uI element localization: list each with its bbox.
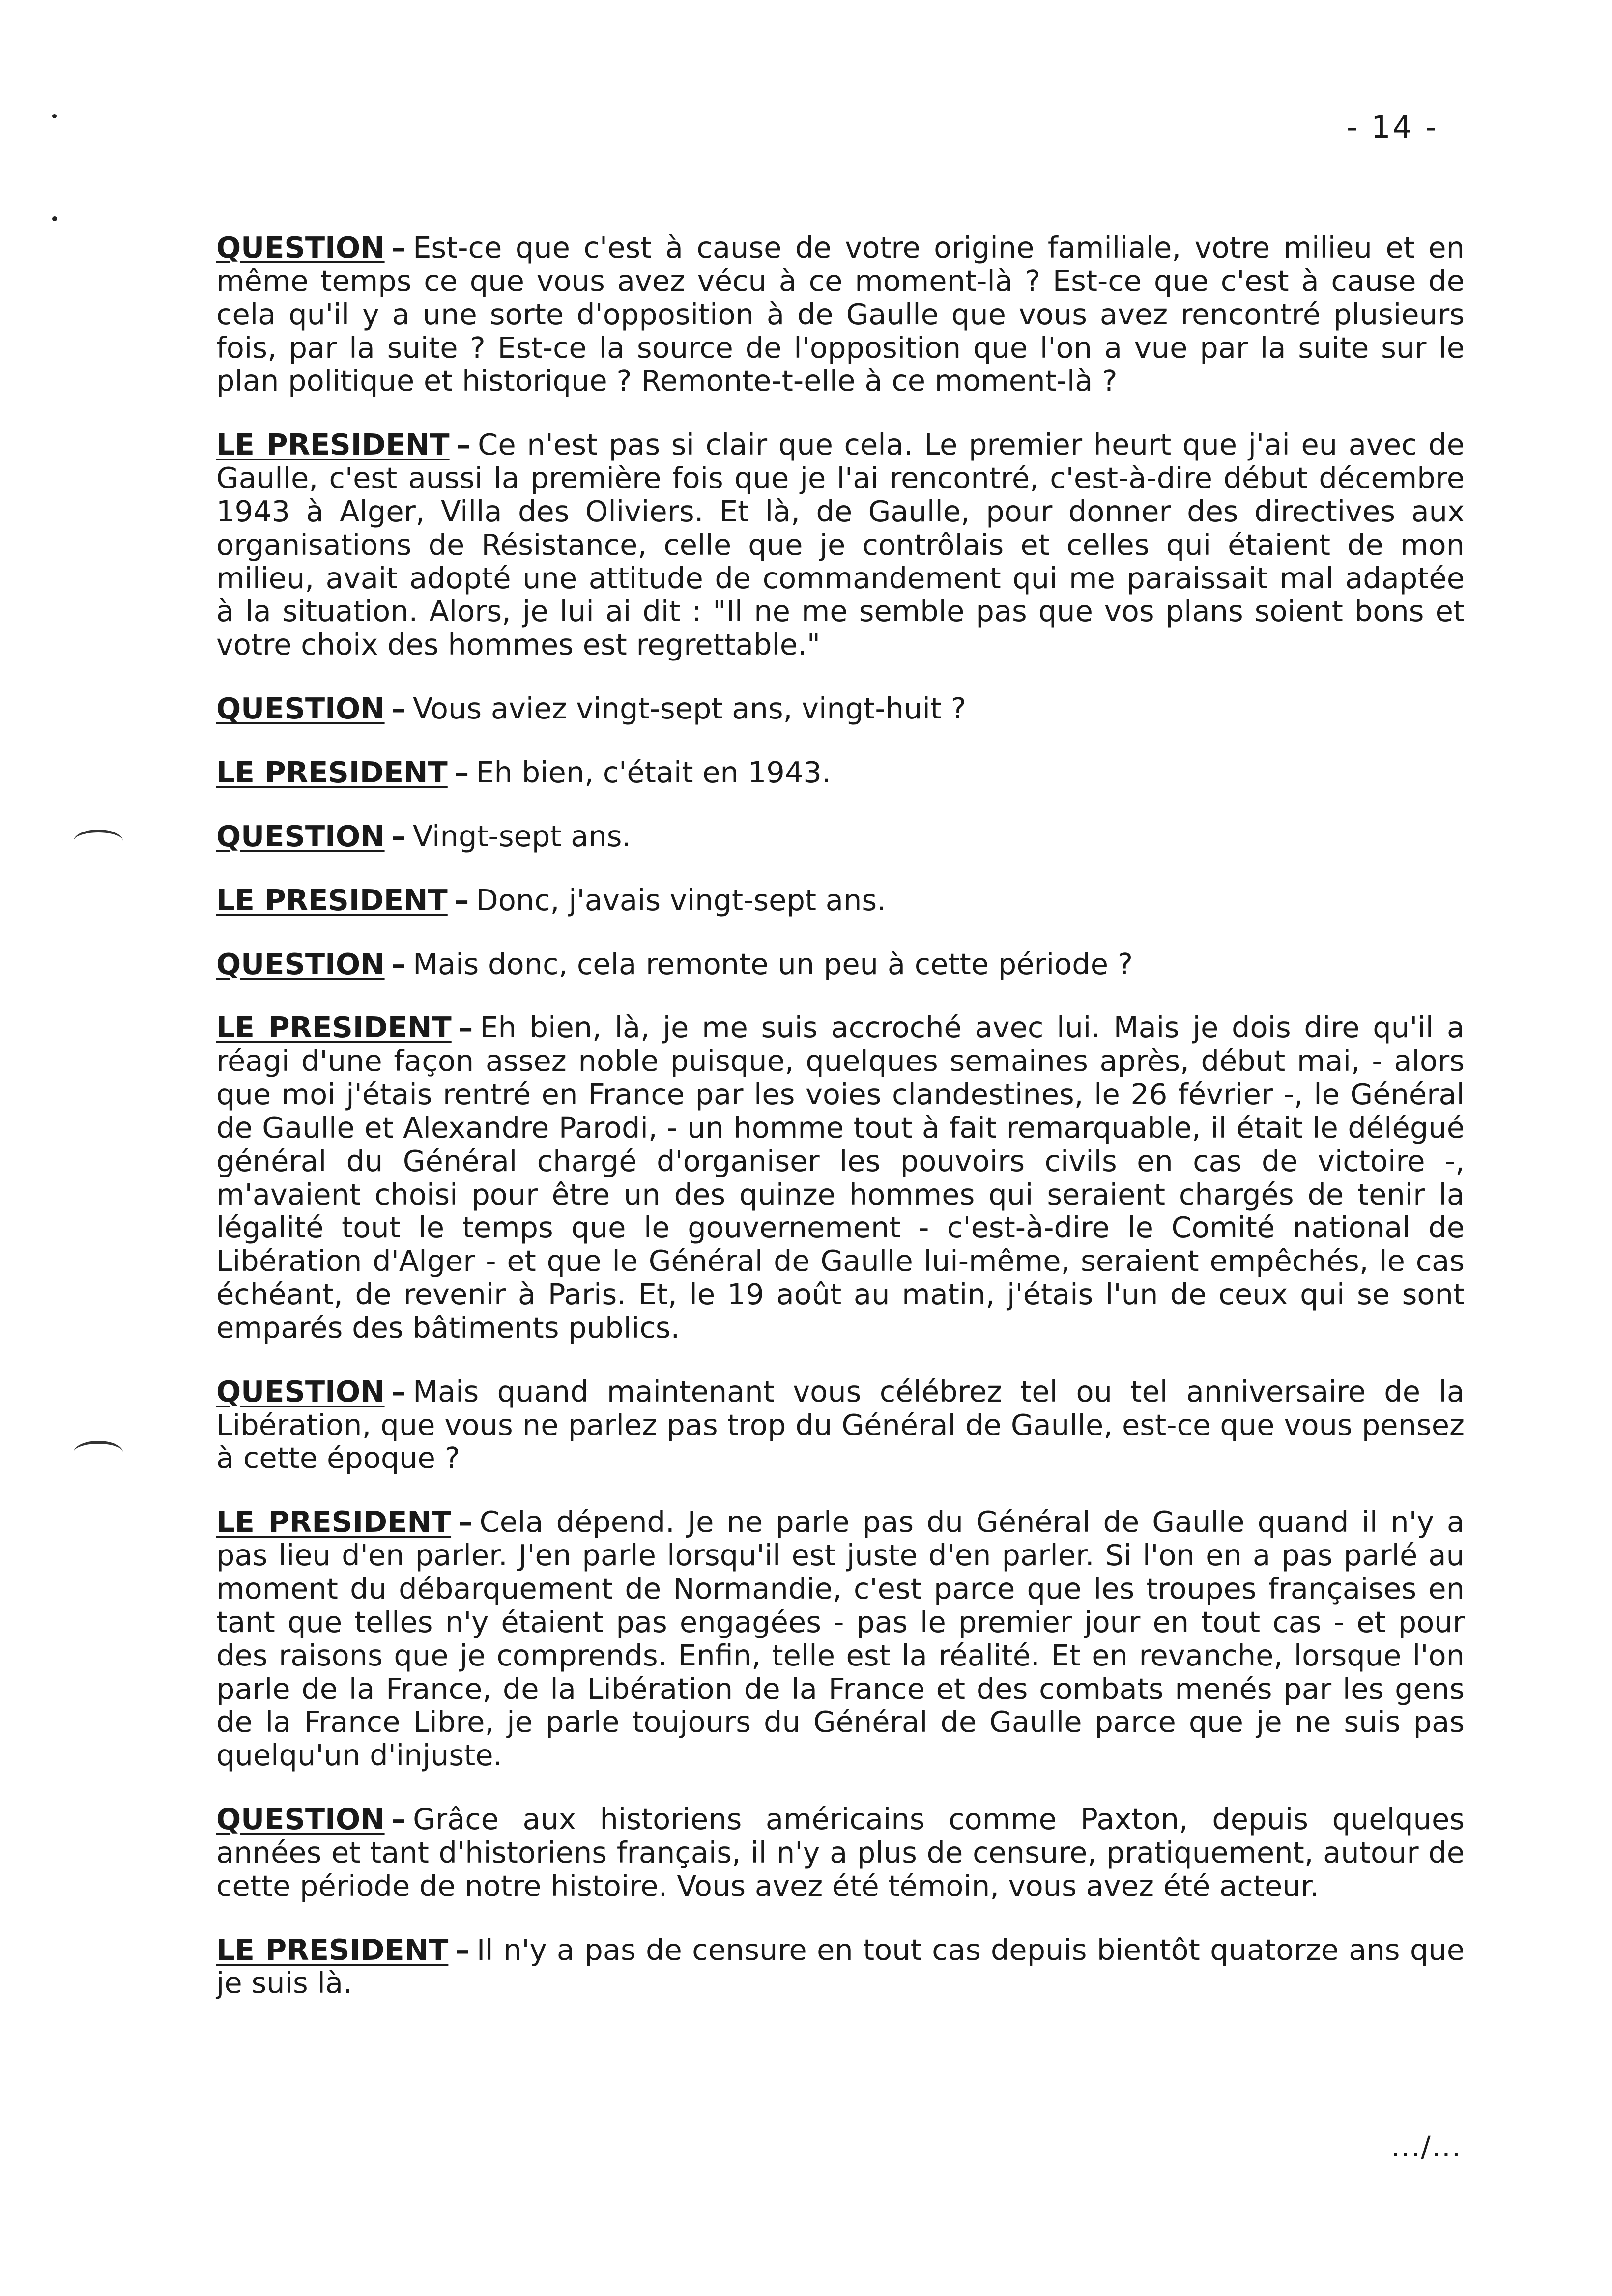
speaker-dash: – bbox=[391, 947, 406, 981]
speaker-dash: – bbox=[458, 1010, 473, 1045]
transcript-entry bbox=[216, 692, 1465, 725]
speaker-label: QUESTION bbox=[216, 691, 385, 726]
speaker-label: LE PRESIDENT bbox=[216, 755, 448, 789]
continuation-marker: .../... bbox=[1391, 2130, 1462, 2163]
transcript-entry bbox=[216, 1505, 1465, 1772]
entry-text: Grâce aux historiens américains comme Paxton, depuis quelques années et tant d'historiens français, il n'y a plus de censure, pratiquement, autour de cette période de notre histoire. Vous avez été témoin, vous avez été acteur. bbox=[216, 1802, 1465, 1903]
speaker-dash: – bbox=[455, 1932, 470, 1967]
transcript-entry bbox=[216, 756, 1465, 789]
speaker-dash: – bbox=[454, 883, 469, 917]
entry-text: Eh bien, là, je me suis accroché avec lui. Mais je dois dire qu'il a réagi d'une façon assez noble puisque, quelques semaines après, début mai, - alors que moi j'étais rentré en France par les voies clandestines, le 26 février -, le Général de Gaulle et Alexandre Parodi, - un homme tout à fait remarquable, il était le délégué général du Général chargé d'organiser les pouvoirs civils en cas de victoire -, m'avaient choisi pour être un des quinze hommes qui seraient chargés de tenir la légalité tout le temps que le gouvernement - c'est-à-dire le Comité national de Libération d'Alger - et que le Général de Gaulle lui-même, seraient empêchés, le cas échéant, de revenir à Paris. Et, le 19 août au matin, j'étais l'un de ceux qui se sont emparés des bâtiments publics. bbox=[216, 1010, 1465, 1345]
entry-text: Cela dépend. Je ne parle pas du Général de Gaulle quand il n'y a pas lieu d'en parler. J'en parle lorsqu'il est juste d'en parler. Si l'on en a pas parlé au moment du débarquement de Normandie, c'est parce que les troupes françaises en tant que telles n'y étaient pas engagées - pas le premier jour en tout cas - et pour des raisons que je comprends. Enfin, telle est la réalité. Et en revanche, lorsque l'on parle de la France, de la Libération de la France et des combats menés par les gens de la France Libre, je parle toujours du Général de Gaulle parce que je ne suis pas quelqu'un d'injuste. bbox=[216, 1505, 1465, 1773]
transcript-entry bbox=[216, 1803, 1465, 1903]
transcript-entry bbox=[216, 947, 1465, 981]
speaker-dash: – bbox=[391, 230, 406, 264]
entry-text: Mais donc, cela remonte un peu à cette période ? bbox=[413, 947, 1133, 981]
entry-text: Mais quand maintenant vous célébrez tel ou tel anniversaire de la Libération, que vous ne parlez pas trop du Général de Gaulle, est-ce que vous pensez à cette époque ? bbox=[216, 1374, 1465, 1475]
transcript-entry bbox=[216, 1933, 1465, 2000]
page-number: - 14 - bbox=[1347, 109, 1439, 145]
speaker-label: LE PRESIDENT bbox=[216, 883, 448, 917]
speaker-label: QUESTION bbox=[216, 1802, 385, 1837]
speaker-dash: – bbox=[454, 755, 469, 789]
speaker-label: QUESTION bbox=[216, 947, 385, 981]
speaker-dash: – bbox=[458, 1505, 473, 1539]
entry-text: Vingt-sept ans. bbox=[413, 819, 632, 853]
entry-text: Ce n'est pas si clair que cela. Le premier heurt que j'ai eu avec de Gaulle, c'est aussi la première fois que je l'ai rencontré, c'est-à-dire début décembre 1943 à Alger, Villa des Oliviers. Et là, de Gaulle, pour donner des directives aux organisations de Résistance, celle que je contrôlais et celles qui étaient de mon milieu, avait adopté une attitude de commandement qui me paraissait mal adaptée à la situation. Alors, je lui ai dit : "Il ne me semble pas que vos plans soient bons et votre choix des hommes est regrettable." bbox=[216, 428, 1465, 662]
speaker-dash: – bbox=[391, 819, 406, 853]
speaker-label: LE PRESIDENT bbox=[216, 428, 450, 462]
speaker-label: LE PRESIDENT bbox=[216, 1932, 449, 1967]
speaker-dash: – bbox=[391, 1802, 406, 1837]
scan-speck bbox=[52, 216, 57, 221]
speaker-label: QUESTION bbox=[216, 1374, 385, 1408]
transcript-entry bbox=[216, 1375, 1465, 1475]
scan-speck bbox=[52, 114, 57, 118]
speaker-dash: – bbox=[391, 1374, 406, 1408]
transcript-body bbox=[216, 231, 1465, 2030]
speaker-label: QUESTION bbox=[216, 230, 385, 264]
speaker-dash: – bbox=[456, 428, 471, 462]
binder-hole-mark bbox=[74, 1441, 123, 1464]
entry-text: Est-ce que c'est à cause de votre origine familiale, votre milieu et en même temps ce que vous avez vécu à ce moment-là ? Est-ce que c'est à cause de cela qu'il y a une sorte d'opposition à de Gaulle que vous avez rencontré plusieurs fois, par la suite ? Est-ce la source de l'opposition que l'on a vue par la suite sur le plan politique et historique ? Remonte-t-elle à ce moment-là ? bbox=[216, 230, 1465, 398]
speaker-label: QUESTION bbox=[216, 819, 385, 853]
entry-text: Vous aviez vingt-sept ans, vingt-huit ? bbox=[413, 691, 967, 726]
speaker-label: LE PRESIDENT bbox=[216, 1505, 452, 1539]
transcript-entry bbox=[216, 884, 1465, 917]
transcript-entry bbox=[216, 231, 1465, 398]
transcript-entry bbox=[216, 1011, 1465, 1344]
entry-text: Donc, j'avais vingt-sept ans. bbox=[476, 883, 886, 917]
speaker-dash: – bbox=[391, 691, 406, 726]
speaker-label: LE PRESIDENT bbox=[216, 1010, 452, 1045]
entry-text: Eh bien, c'était en 1943. bbox=[476, 755, 831, 789]
transcript-entry bbox=[216, 428, 1465, 661]
entry-text: Il n'y a pas de censure en tout cas depuis bientôt quatorze ans que je suis là. bbox=[216, 1932, 1465, 2000]
binder-hole-mark bbox=[74, 830, 123, 852]
transcript-entry bbox=[216, 820, 1465, 853]
